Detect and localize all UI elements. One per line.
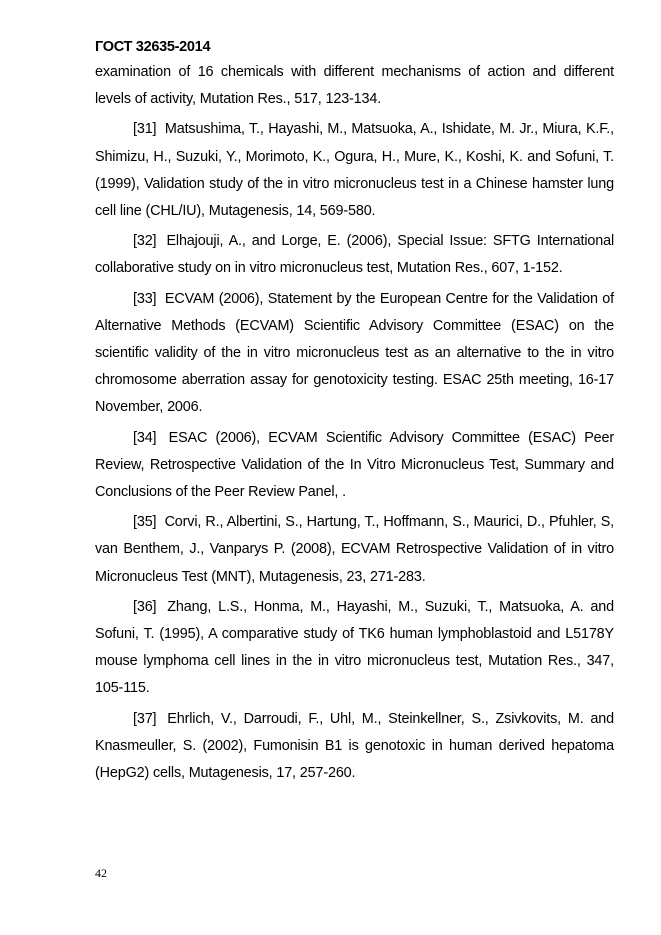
reference-text: Zhang, L.S., Honma, M., Hayashi, M., Suzuki, T., Matsuoka, A. and Sofuni, T. (1995), A comparative study of TK6 human lymphoblastoid and L5178Y mouse lymphoma cell lines in the in vitro micronucleus test, Mutation Res., 347, 105-115. [95,598,614,697]
reference-list [95,59,614,790]
reference-item [95,594,614,703]
reference-text: ESAC (2006), ECVAM Scientific Advisory Committee (ESAC) Peer Review, Retrospective Validation of the In Vitro Micronucleus Test, Summary and Conclusions of the Peer Review Panel, . [95,429,614,501]
reference-item [95,425,614,507]
reference-text: Corvi, R., Albertini, S., Hartung, T., Hoffmann, S., Maurici, D., Pfuhler, S, van Benthem, J., Vanparys P. (2008), ECVAM Retrospective Validation of in vitro Micronucleus Test (MNT), Mutagenesis, 23, 271-283. [95,514,614,585]
document-header: ГОСТ 32635-2014 [95,39,211,55]
reference-text: Matsushima, T., Hayashi, M., Matsuoka, A., Ishidate, M. Jr., Miura, K.F., Shimizu, H., Suzuki, Y., Morimoto, K., Ogura, H., Mure, K., Koshi, K. and Sofuni, T. (1999), Validation study of the in vitro micronucleus test in a Chinese hamster lung cell line (CHL/IU), Mutagenesis, 14, 569-580. [95,121,614,220]
reference-item [95,509,614,591]
reference-number: [35] [133,514,157,531]
reference-text: ECVAM (2006), Statement by the European Centre for the Validation of Alternative Methods (ECVAM) Scientific Advisory Committee (ESAC) on the scientific validity of the in vitro micronucleus test as an alternative to the in vitro chromosome aberration assay for genotoxicity testing. ESAC 25th meeting, 16-17 November, 2006. [95,290,614,416]
reference-item [95,286,614,422]
reference-text: Ehrlich, V., Darroudi, F., Uhl, M., Steinkellner, S., Zsivkovits, M. and Knasmeuller, S. (2002), Fumonisin B1 is genotoxic in human derived hepatoma (HepG2) cells, Mutagenesis, 17, 257-260. [95,710,614,782]
reference-number: [37] [133,710,157,727]
reference-text: Elhajouji, A., and Lorge, E. (2006), Special Issue: SFTG International collaborative study on in vitro micronucleus test, Mutation Res., 607, 1-152. [95,233,614,277]
reference-number: [31] [133,121,157,138]
page-number: 42 [95,866,107,880]
reference-item [95,228,614,282]
reference-item [95,706,614,788]
reference-number: [33] [133,290,157,307]
reference-continuation: examination of 16 chemicals with different mechanisms of action and different levels of activity, Mutation Res., 517, 123-134. [95,64,614,108]
reference-number: [36] [133,598,157,615]
reference-number: [34] [133,429,157,446]
reference-item [95,116,614,225]
reference-number: [32] [133,233,157,250]
